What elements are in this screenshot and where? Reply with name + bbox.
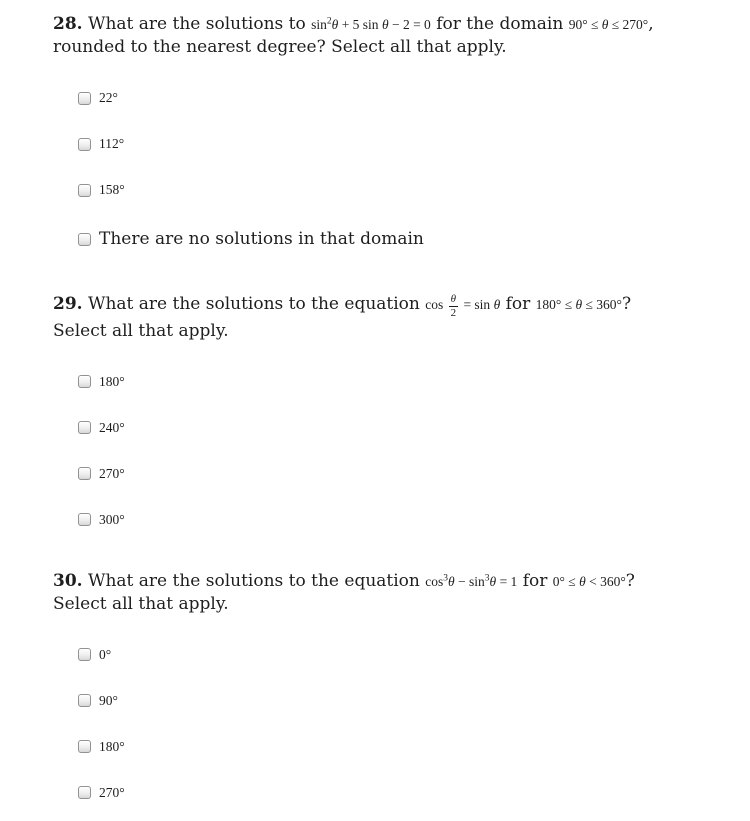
answer-option[interactable]: [78, 466, 720, 482]
fraction-numerator: θ: [450, 293, 457, 306]
checkbox-icon[interactable]: [78, 92, 91, 105]
question-number: 28.: [53, 14, 83, 34]
question-number: 30.: [53, 570, 83, 591]
math-token: ≤ 270°: [608, 17, 649, 32]
math-domain: [536, 297, 622, 312]
math-token: cos: [425, 297, 447, 312]
math-token: = 1: [496, 573, 518, 589]
option-label: There are no solutions in that domain: [99, 229, 424, 249]
math-theta: θ: [575, 297, 583, 312]
checkbox-icon[interactable]: [78, 694, 91, 707]
option-label: 0°: [99, 646, 112, 662]
option-label: 270°: [99, 784, 125, 800]
option-label: 22°: [99, 90, 118, 105]
checkbox-icon[interactable]: [78, 786, 91, 799]
question-text: for: [517, 570, 553, 591]
math-theta: θ: [448, 573, 455, 589]
option-label: 180°: [99, 738, 125, 754]
math-theta: θ: [331, 17, 339, 32]
question-30: [53, 570, 720, 801]
option-label: 240°: [99, 419, 125, 435]
math-domain: [569, 17, 649, 32]
question-text: for the domain: [430, 14, 569, 34]
fraction-denominator: 2: [450, 307, 457, 319]
question-28-line1: [53, 13, 720, 36]
checkbox-icon[interactable]: [78, 375, 91, 388]
checkbox-icon[interactable]: [78, 740, 91, 753]
math-token: 90° ≤: [568, 17, 602, 32]
math-theta: θ: [579, 573, 586, 589]
answer-option[interactable]: [78, 90, 720, 106]
checkbox-icon[interactable]: [78, 467, 91, 480]
answer-options: [53, 374, 720, 528]
math-token: < 360°: [585, 573, 626, 589]
math-theta: θ: [493, 297, 501, 312]
question-30-line2: Select all that apply.: [53, 593, 229, 614]
math-equation: [425, 293, 501, 319]
question-number: 29.: [53, 294, 83, 314]
answer-option[interactable]: [78, 785, 720, 801]
option-label: 180°: [99, 373, 125, 389]
math-token: + 5 sin: [338, 17, 382, 32]
question-30-line1: [53, 570, 720, 593]
math-token: cos: [425, 573, 444, 589]
question-29: [53, 293, 720, 528]
question-text: ?: [621, 294, 632, 314]
math-token: ≤ 360°: [582, 297, 622, 312]
answer-option[interactable]: [78, 647, 720, 663]
math-token: = sin: [460, 297, 494, 312]
option-label: 300°: [99, 511, 125, 527]
math-superscript: 2: [326, 16, 332, 27]
answer-options: [53, 647, 720, 801]
math-superscript: 3: [484, 573, 490, 584]
question-text: for: [500, 294, 536, 314]
answer-option[interactable]: [78, 739, 720, 755]
question-text: What are the solutions to the equation: [87, 570, 426, 591]
answer-option[interactable]: [78, 512, 720, 528]
fraction: [449, 293, 458, 319]
math-token: − 2 = 0: [388, 17, 431, 32]
answer-option[interactable]: [78, 136, 720, 152]
math-equation: [425, 574, 517, 589]
option-label: 90°: [99, 692, 118, 708]
math-token: sin: [311, 17, 327, 32]
math-token: 0° ≤: [552, 573, 580, 589]
answer-option[interactable]: [78, 420, 720, 436]
answer-option[interactable]: [78, 182, 720, 198]
checkbox-icon[interactable]: [78, 184, 91, 197]
answer-option[interactable]: [78, 693, 720, 709]
checkbox-icon[interactable]: [78, 513, 91, 526]
question-text: ,: [648, 14, 654, 34]
question-29-line1: [53, 293, 720, 320]
option-label: 112°: [99, 136, 125, 151]
math-theta: θ: [489, 573, 497, 589]
answer-options: [53, 90, 720, 251]
checkbox-icon[interactable]: [78, 138, 91, 151]
question-text: What are the solutions to the equation: [87, 294, 426, 314]
math-domain: [553, 574, 626, 589]
question-text: What are the solutions to: [87, 14, 312, 34]
checkbox-icon[interactable]: [78, 648, 91, 661]
option-label: 270°: [99, 465, 125, 481]
math-superscript: 3: [443, 573, 449, 584]
math-theta: θ: [601, 17, 609, 32]
math-equation: [311, 17, 431, 32]
question-28: [53, 13, 720, 251]
answer-option[interactable]: [78, 374, 720, 390]
checkbox-icon[interactable]: [78, 421, 91, 434]
question-28-line2: rounded to the nearest degree? Select all that apply.: [53, 37, 507, 57]
question-29-line2: Select all that apply.: [53, 320, 229, 341]
math-token: − sin: [454, 573, 485, 589]
question-text: ?: [625, 570, 635, 591]
checkbox-icon[interactable]: [78, 233, 91, 246]
option-label: 158°: [99, 182, 125, 197]
math-token: 180° ≤: [535, 297, 576, 312]
math-theta: θ: [381, 17, 389, 32]
answer-option[interactable]: [78, 228, 720, 251]
